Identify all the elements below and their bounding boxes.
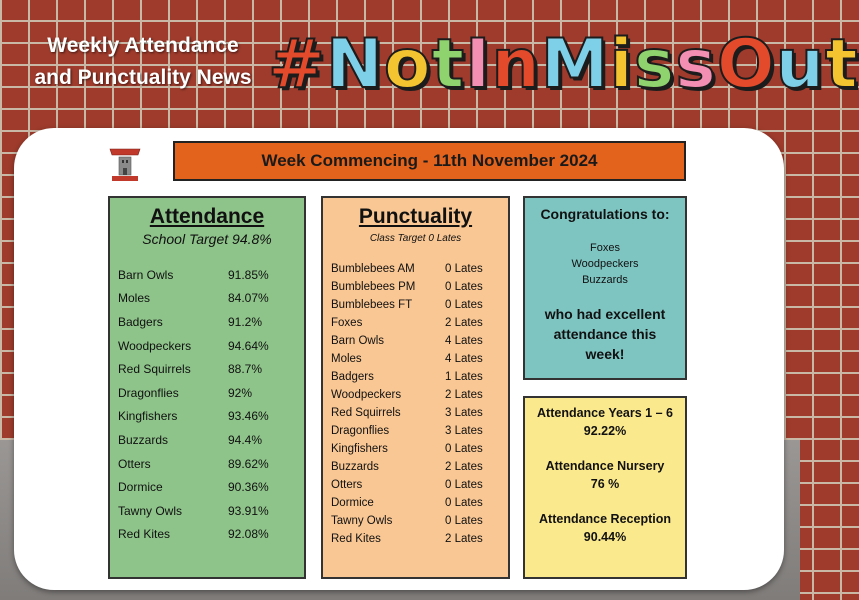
- table-row: [331, 386, 508, 404]
- class-value: 2 Lates: [445, 317, 483, 329]
- table-row: [118, 287, 304, 311]
- table-row: [118, 357, 304, 381]
- class-value: 0 Lates: [445, 299, 483, 311]
- table-row: [118, 452, 304, 476]
- class-value: 88.7%: [228, 362, 263, 377]
- hashtag-letter: s: [633, 25, 676, 104]
- congrats-class: Buzzards: [582, 274, 628, 286]
- header-line-2: and Punctuality News: [34, 66, 252, 89]
- class-name: Otters: [331, 479, 363, 491]
- table-row: [331, 530, 508, 548]
- class-value: 1 Lates: [445, 371, 483, 383]
- attendance-title: Attendance: [149, 205, 265, 228]
- class-name: Kingfishers: [118, 409, 178, 424]
- hashtag-letter: M: [540, 25, 610, 104]
- class-value: 91.2%: [228, 314, 263, 329]
- table-row: [118, 475, 304, 499]
- hashtag-letter: s: [675, 25, 717, 104]
- punctuality-target: Class Target 0 Lates: [369, 233, 462, 244]
- hashtag-banner: [268, 10, 859, 120]
- congratulated-classes: [525, 240, 685, 288]
- class-name: Woodpeckers: [118, 338, 192, 353]
- class-value: 91.85%: [228, 267, 269, 282]
- hashtag-letter: u: [775, 25, 826, 104]
- table-row: [118, 310, 304, 334]
- table-row: [331, 278, 508, 296]
- table-row: [331, 404, 508, 422]
- class-name: Buzzards: [118, 432, 169, 447]
- week-commencing-banner: Week Commencing - 11th November 2024: [173, 141, 686, 181]
- congrats-class: Foxes: [590, 242, 620, 254]
- table-row: [331, 314, 508, 332]
- class-value: 2 Lates: [445, 389, 483, 401]
- congratulations-message: who had excellent attendance this week!: [544, 306, 666, 362]
- congratulations-title: Congratulations to:: [540, 206, 670, 222]
- hashtag-letter: t: [431, 25, 466, 104]
- hashtag-letter: o: [383, 25, 432, 104]
- table-row: [331, 476, 508, 494]
- table-row: [331, 332, 508, 350]
- class-name: Kingfishers: [331, 443, 388, 455]
- hashtag-letter: n: [491, 25, 541, 104]
- punctuality-list: [323, 260, 508, 548]
- hashtag-letter: O: [716, 25, 776, 104]
- class-value: 93.91%: [228, 503, 269, 518]
- summary-years-label: Attendance Years 1 – 6: [537, 406, 673, 420]
- hashtag-letter: t: [825, 25, 859, 104]
- class-value: 2 Lates: [445, 533, 483, 545]
- class-name: Red Squirrels: [331, 407, 401, 419]
- table-row: [118, 523, 304, 547]
- class-value: 4 Lates: [445, 353, 483, 365]
- class-name: Bumblebees AM: [331, 263, 415, 275]
- class-value: 92.08%: [228, 527, 269, 542]
- table-row: [118, 381, 304, 405]
- attendance-list: [110, 263, 304, 546]
- class-name: Dragonflies: [331, 425, 390, 437]
- class-value: 93.46%: [228, 409, 269, 424]
- attendance-panel: [108, 196, 306, 579]
- class-name: Barn Owls: [118, 267, 174, 282]
- hashtag-letter: i: [609, 25, 634, 104]
- table-row: [331, 512, 508, 530]
- class-name: Badgers: [331, 371, 374, 383]
- class-name: Buzzards: [331, 461, 379, 473]
- table-row: [118, 428, 304, 452]
- table-row: [331, 350, 508, 368]
- table-row: [118, 263, 304, 287]
- class-value: 89.62%: [228, 456, 269, 471]
- class-value: 92%: [228, 385, 253, 400]
- class-name: Red Kites: [331, 533, 381, 545]
- table-row: [118, 334, 304, 358]
- header-line-1: Weekly Attendance: [47, 34, 239, 57]
- summary-nursery-value: 76 %: [590, 477, 620, 491]
- summary-reception-value: 90.44%: [583, 530, 627, 544]
- class-name: Otters: [118, 456, 151, 471]
- summary-nursery-label: Attendance Nursery: [545, 459, 665, 473]
- congratulations-panel: [523, 196, 687, 380]
- table-row: [331, 296, 508, 314]
- hashtag-letter: I: [465, 25, 492, 104]
- class-value: 90.36%: [228, 480, 269, 495]
- table-row: [118, 405, 304, 429]
- class-value: 4 Lates: [445, 335, 483, 347]
- class-value: 3 Lates: [445, 407, 483, 419]
- class-value: 0 Lates: [445, 281, 483, 293]
- punctuality-title: Punctuality: [358, 205, 473, 228]
- class-value: 3 Lates: [445, 425, 483, 437]
- attendance-target: School Target 94.8%: [142, 231, 272, 247]
- class-name: Tawny Owls: [118, 503, 183, 518]
- summary-years: [525, 404, 685, 440]
- class-name: Bumblebees PM: [331, 281, 416, 293]
- table-row: [118, 499, 304, 523]
- table-row: [331, 368, 508, 386]
- header-title: [18, 30, 268, 94]
- class-name: Badgers: [118, 314, 163, 329]
- class-value: 0 Lates: [445, 443, 483, 455]
- class-name: Bumblebees FT: [331, 299, 413, 311]
- class-name: Red Kites: [118, 527, 171, 542]
- table-row: [331, 440, 508, 458]
- class-name: Dormice: [118, 480, 163, 495]
- class-name: Foxes: [331, 317, 363, 329]
- table-row: [331, 494, 508, 512]
- class-name: Woodpeckers: [331, 389, 402, 401]
- class-value: 2 Lates: [445, 461, 483, 473]
- summary-nursery: [525, 457, 685, 493]
- hashtag-letter: N: [325, 25, 384, 104]
- class-value: 0 Lates: [445, 515, 483, 527]
- class-value: 84.07%: [228, 291, 269, 306]
- hashtag-letter: #: [268, 25, 326, 104]
- school-crest-icon: [104, 145, 146, 183]
- punctuality-panel: [321, 196, 510, 579]
- class-name: Red Squirrels: [118, 362, 191, 377]
- table-row: [331, 458, 508, 476]
- table-row: [331, 260, 508, 278]
- congrats-class: Woodpeckers: [571, 258, 639, 270]
- class-name: Tawny Owls: [331, 515, 393, 527]
- class-value: 0 Lates: [445, 479, 483, 491]
- class-name: Moles: [331, 353, 362, 365]
- class-value: 94.64%: [228, 338, 269, 353]
- attendance-summary-panel: [523, 396, 687, 579]
- summary-reception: [525, 510, 685, 546]
- table-row: [331, 422, 508, 440]
- class-name: Moles: [118, 291, 151, 306]
- class-name: Dormice: [331, 497, 374, 509]
- summary-years-value: 92.22%: [583, 424, 627, 438]
- class-name: Dragonflies: [118, 385, 179, 400]
- class-name: Barn Owls: [331, 335, 385, 347]
- class-value: 0 Lates: [445, 497, 483, 509]
- summary-reception-label: Attendance Reception: [539, 512, 671, 526]
- class-value: 94.4%: [228, 432, 263, 447]
- class-value: 0 Lates: [445, 263, 483, 275]
